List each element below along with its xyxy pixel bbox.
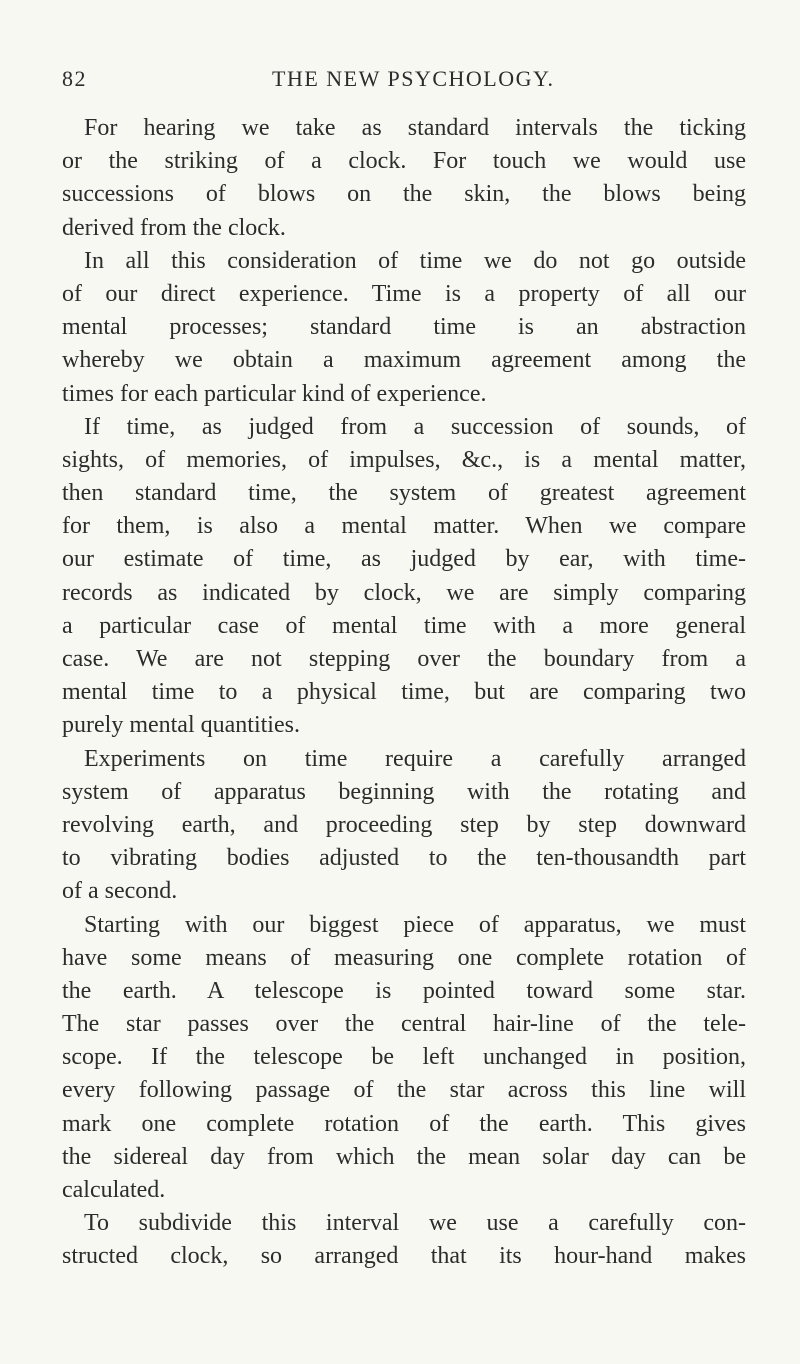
- page-header: [62, 66, 744, 96]
- text-line: have some means of measuring one complete rotation of: [62, 944, 746, 971]
- text-line: To subdivide this interval we use a carefully con-: [84, 1210, 746, 1237]
- text-line: In all this consideration of time we do not go outside: [84, 247, 746, 274]
- text-line: mental time to a physical time, but are comparing two: [62, 679, 746, 706]
- text-line: of a second.: [62, 878, 178, 905]
- text-line: scope. If the telescope be left unchanged in position,: [62, 1044, 746, 1071]
- paragraph: [62, 909, 746, 1208]
- text-line: of our direct experience. Time is a property of all our: [62, 280, 746, 307]
- text-line: system of apparatus beginning with the rotating and: [62, 778, 746, 805]
- text-line: mark one complete rotation of the earth. This gives: [62, 1110, 746, 1137]
- text-line: Experiments on time require a carefully arranged: [84, 745, 746, 772]
- text-line: structed clock, so arranged that its hour-hand makes: [62, 1243, 746, 1270]
- text-line: our estimate of time, as judged by ear, with time-: [62, 546, 746, 573]
- paragraph: [62, 1207, 746, 1273]
- text-line: times for each particular kind of experience.: [62, 380, 487, 407]
- text-line: the sidereal day from which the mean solar day can be: [62, 1143, 746, 1170]
- page-body: [62, 112, 746, 1274]
- text-line: revolving earth, and proceeding step by step downward: [62, 811, 746, 838]
- text-line: every following passage of the star across this line will: [62, 1077, 746, 1104]
- running-title: THE NEW PSYCHOLOGY.: [272, 66, 555, 91]
- text-line: mental processes; standard time is an abstraction: [62, 314, 746, 341]
- text-line: calculated.: [62, 1177, 166, 1203]
- text-line: the earth. A telescope is pointed toward some star.: [62, 977, 746, 1004]
- text-line: a particular case of mental time with a more general: [62, 612, 746, 639]
- text-line: sights, of memories, of impulses, &c., is a mental matter,: [62, 446, 746, 473]
- text-line: purely mental quantities.: [62, 712, 300, 739]
- text-line: whereby we obtain a maximum agreement among the: [62, 347, 746, 374]
- paragraph: [62, 743, 746, 909]
- text-line: Starting with our biggest piece of apparatus, we must: [84, 911, 746, 938]
- text-line: derived from the clock.: [62, 214, 286, 241]
- paragraph: [62, 112, 746, 245]
- text-line: For hearing we take as standard intervals the ticking: [84, 115, 746, 141]
- text-line: for them, is also a mental matter. When we compare: [62, 513, 746, 540]
- text-line: successions of blows on the skin, the blows being: [62, 181, 746, 208]
- paragraph: [62, 245, 746, 411]
- text-line: The star passes over the central hair-line of the tele-: [62, 1011, 746, 1038]
- text-line: case. We are not stepping over the boundary from a: [62, 646, 746, 672]
- page-number: 82: [62, 66, 87, 91]
- paragraph: [62, 411, 746, 743]
- text-line: to vibrating bodies adjusted to the ten-thousandth part: [62, 845, 746, 872]
- text-line: or the striking of a clock. For touch we would use: [62, 148, 746, 175]
- text-line: If time, as judged from a succession of sounds, of: [84, 413, 746, 440]
- text-line: records as indicated by clock, we are simply comparing: [62, 579, 746, 606]
- text-line: then standard time, the system of greatest agreement: [62, 480, 746, 507]
